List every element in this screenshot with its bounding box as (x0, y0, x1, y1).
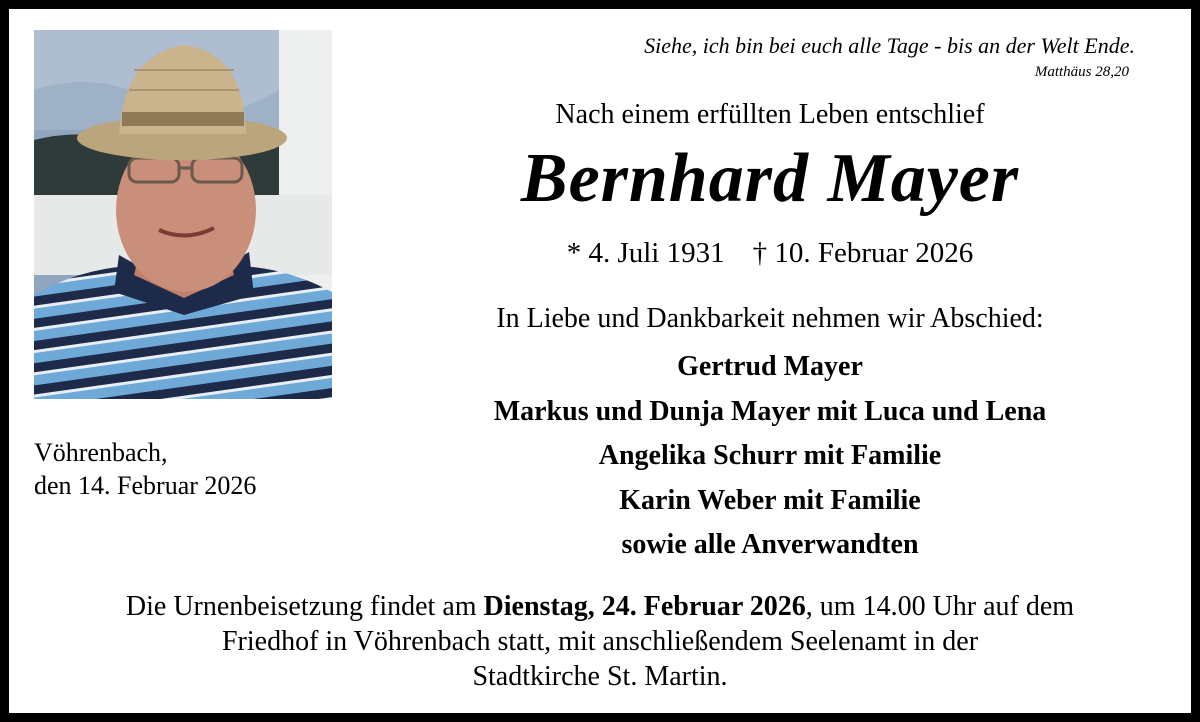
funeral-line-2: Friedhof in Vöhrenbach statt, mit anschließendem Seelenamt in der (221, 626, 979, 657)
bible-reference: Matthäus 28,20 (1034, 64, 1129, 80)
portrait-image (34, 30, 332, 399)
farewell-line: In Liebe und Dankbarkeit nehmen wir Abschied: (496, 303, 1044, 334)
notice-date: den 14. Februar 2026 (34, 471, 257, 500)
mourner-name: Gertrud Mayer (677, 351, 863, 382)
mourner-name: Angelika Schurr mit Familie (598, 440, 942, 471)
mourner-name: Karin Weber mit Familie (619, 484, 921, 516)
funeral-details (9, 589, 1191, 694)
birth-date: * 4. Juli 1931 (566, 237, 725, 269)
funeral-line-3: Stadtkirche St. Martin. (472, 661, 728, 692)
mourner-name: Markus und Dunja Mayer mit Luca und Lena (493, 395, 1047, 427)
funeral-text-before: Die Urnenbeisetzung findet am (125, 591, 484, 622)
place-city: Vöhrenbach, (34, 438, 168, 467)
bible-quote: Siehe, ich bin bei euch alle Tage - bis an der Welt Ende. (644, 33, 1135, 58)
deceased-name: Bernhard Mayer (520, 140, 1020, 217)
portrait-photo (34, 30, 332, 399)
life-dates (349, 237, 1191, 270)
place-and-date (34, 436, 256, 502)
death-date: † 10. Februar 2026 (752, 237, 974, 269)
funeral-line-1 (9, 589, 1191, 624)
intro-line: Nach einem erfüllten Leben entschlief (555, 99, 985, 130)
funeral-date: Dienstag, 24. Februar 2026 (483, 591, 806, 622)
funeral-text-after: , um 14.00 Uhr auf dem (805, 591, 1075, 622)
mourners-list (349, 345, 1191, 568)
mourner-name: sowie alle Anverwandten (621, 529, 919, 560)
